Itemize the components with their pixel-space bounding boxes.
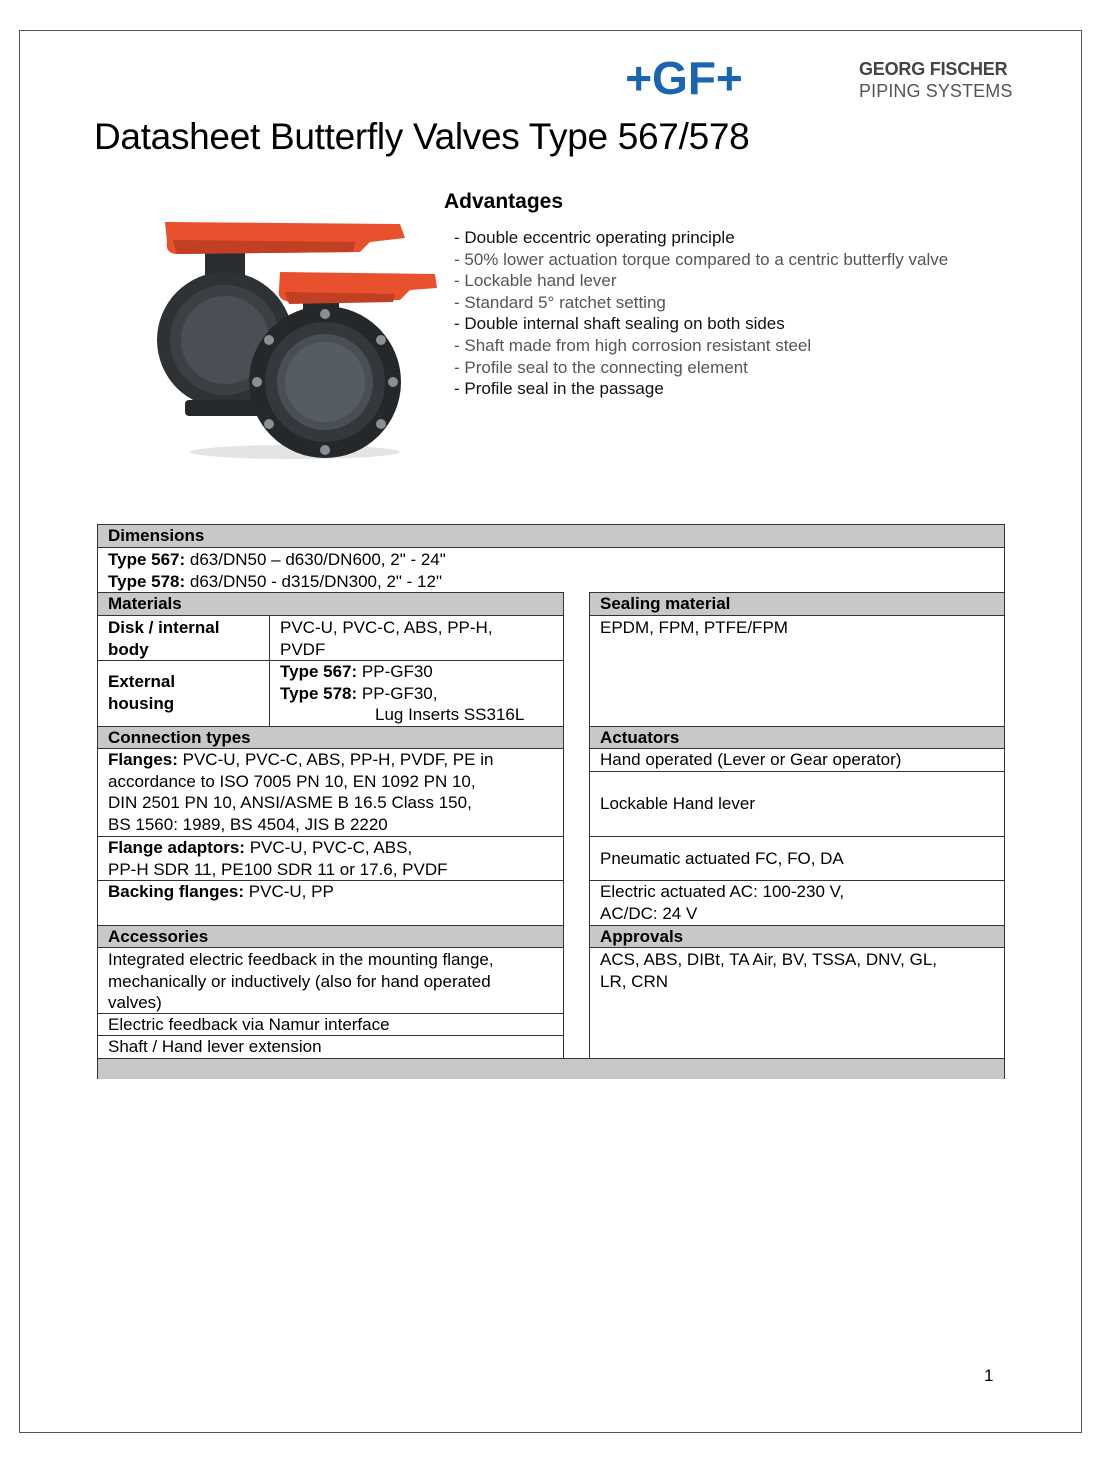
- connection-types-header: Connection types: [98, 726, 564, 749]
- svg-text:+GF+: +GF+: [625, 54, 743, 104]
- disk-internal-body-value: PVC-U, PVC-C, ABS, PP-H, PVDF: [280, 618, 493, 659]
- sealing-value: EPDM, FPM, PTFE/FPM: [600, 618, 788, 637]
- dimensions-567-label: Type 567:: [108, 550, 186, 569]
- dimensions-578-value: d63/DN50 - d315/DN300, 2" - 12": [185, 572, 442, 591]
- advantage-item: - Lockable hand lever: [454, 271, 617, 291]
- advantage-item: - Double eccentric operating principle: [454, 228, 735, 247]
- actuator-lockable-hand-lever: Lockable Hand lever: [600, 794, 755, 813]
- advantage-item: - Standard 5° ratchet setting: [454, 292, 666, 312]
- row-divider: [590, 836, 1004, 837]
- brand-subtitle: PIPING SYSTEMS: [859, 81, 1013, 101]
- table-footer-bar: [98, 1058, 1004, 1079]
- dimensions-567-value: d63/DN50 – d630/DN600, 2" - 24": [185, 550, 446, 569]
- advantage-item: - Shaft made from high corrosion resistant steel: [454, 335, 812, 355]
- flanges-text: Flanges: PVC-U, PVC-C, ABS, PP-H, PVDF, PE in accordance to ISO 7005 PN 10, EN 1092 PN 10, DIN 2501 PN 10, ANSI/ASME B 16.5 Class 150, BS 1560: 1989, BS 4504, JIS B 2220: [108, 750, 494, 834]
- backing-flanges-text: Backing flanges: PVC-U, PP: [108, 882, 334, 901]
- approvals-header: Approvals: [590, 925, 1004, 948]
- gf-logo: [621, 54, 747, 104]
- column-divider: [589, 592, 590, 1058]
- actuator-electric: Electric actuated AC: 100-230 V, AC/DC: 24 V: [600, 882, 845, 923]
- accessory-shaft-extension: Shaft / Hand lever extension: [108, 1037, 322, 1056]
- column-divider: [269, 616, 270, 726]
- accessories-header: Accessories: [98, 925, 564, 948]
- brand-name: GEORG FISCHER: [859, 59, 1008, 79]
- column-divider: [563, 592, 564, 1058]
- external-housing-label: External housing: [108, 672, 176, 713]
- actuators-header: Actuators: [590, 726, 1004, 749]
- actuator-pneumatic: Pneumatic actuated FC, FO, DA: [600, 849, 844, 868]
- spec-table: [97, 524, 1005, 1079]
- page-number: 1: [984, 1366, 994, 1385]
- sealing-header: Sealing material: [590, 592, 1004, 616]
- advantages-heading: Advantages: [444, 190, 564, 213]
- advantage-item: - 50% lower actuation torque compared to a centric butterfly valve: [454, 249, 949, 269]
- dimensions-type-578: [98, 571, 442, 593]
- butterfly-valve-photo: [155, 212, 440, 462]
- advantage-item: - Double internal shaft sealing on both sides: [454, 314, 785, 334]
- approvals-text: ACS, ABS, DIBt, TA Air, BV, TSSA, DNV, GL, LR, CRN: [600, 950, 938, 991]
- disk-internal-body-label: Disk / internal body: [108, 618, 220, 659]
- dimensions-578-label: Type 578:: [108, 572, 186, 591]
- document-title: Datasheet Butterfly Valves Type 567/578: [94, 116, 750, 157]
- row-divider: [590, 771, 1004, 772]
- materials-header: Materials: [98, 592, 564, 616]
- flange-adaptors-text: Flange adaptors: PVC-U, PVC-C, ABS, PP-H SDR 11, PE100 SDR 11 or 17.6, PVDF: [108, 838, 448, 879]
- dimensions-type-567: [98, 549, 446, 571]
- brand-block: [859, 58, 1012, 102]
- accessory-integrated-feedback: Integrated electric feedback in the mounting flange, mechanically or inductively (also for hand operated valves): [108, 950, 494, 1013]
- dimensions-header: Dimensions: [98, 525, 1004, 548]
- advantages-list: [454, 227, 948, 400]
- external-housing-value: Type 567: PP-GF30 Type 578: PP-GF30, Lug Inserts SS316L: [280, 662, 525, 725]
- actuator-hand-operated: Hand operated (Lever or Gear operator): [600, 750, 902, 769]
- advantage-item: - Profile seal to the connecting element: [454, 357, 748, 377]
- accessory-namur-feedback: Electric feedback via Namur interface: [108, 1015, 390, 1034]
- advantage-item: - Profile seal in the passage: [454, 379, 664, 399]
